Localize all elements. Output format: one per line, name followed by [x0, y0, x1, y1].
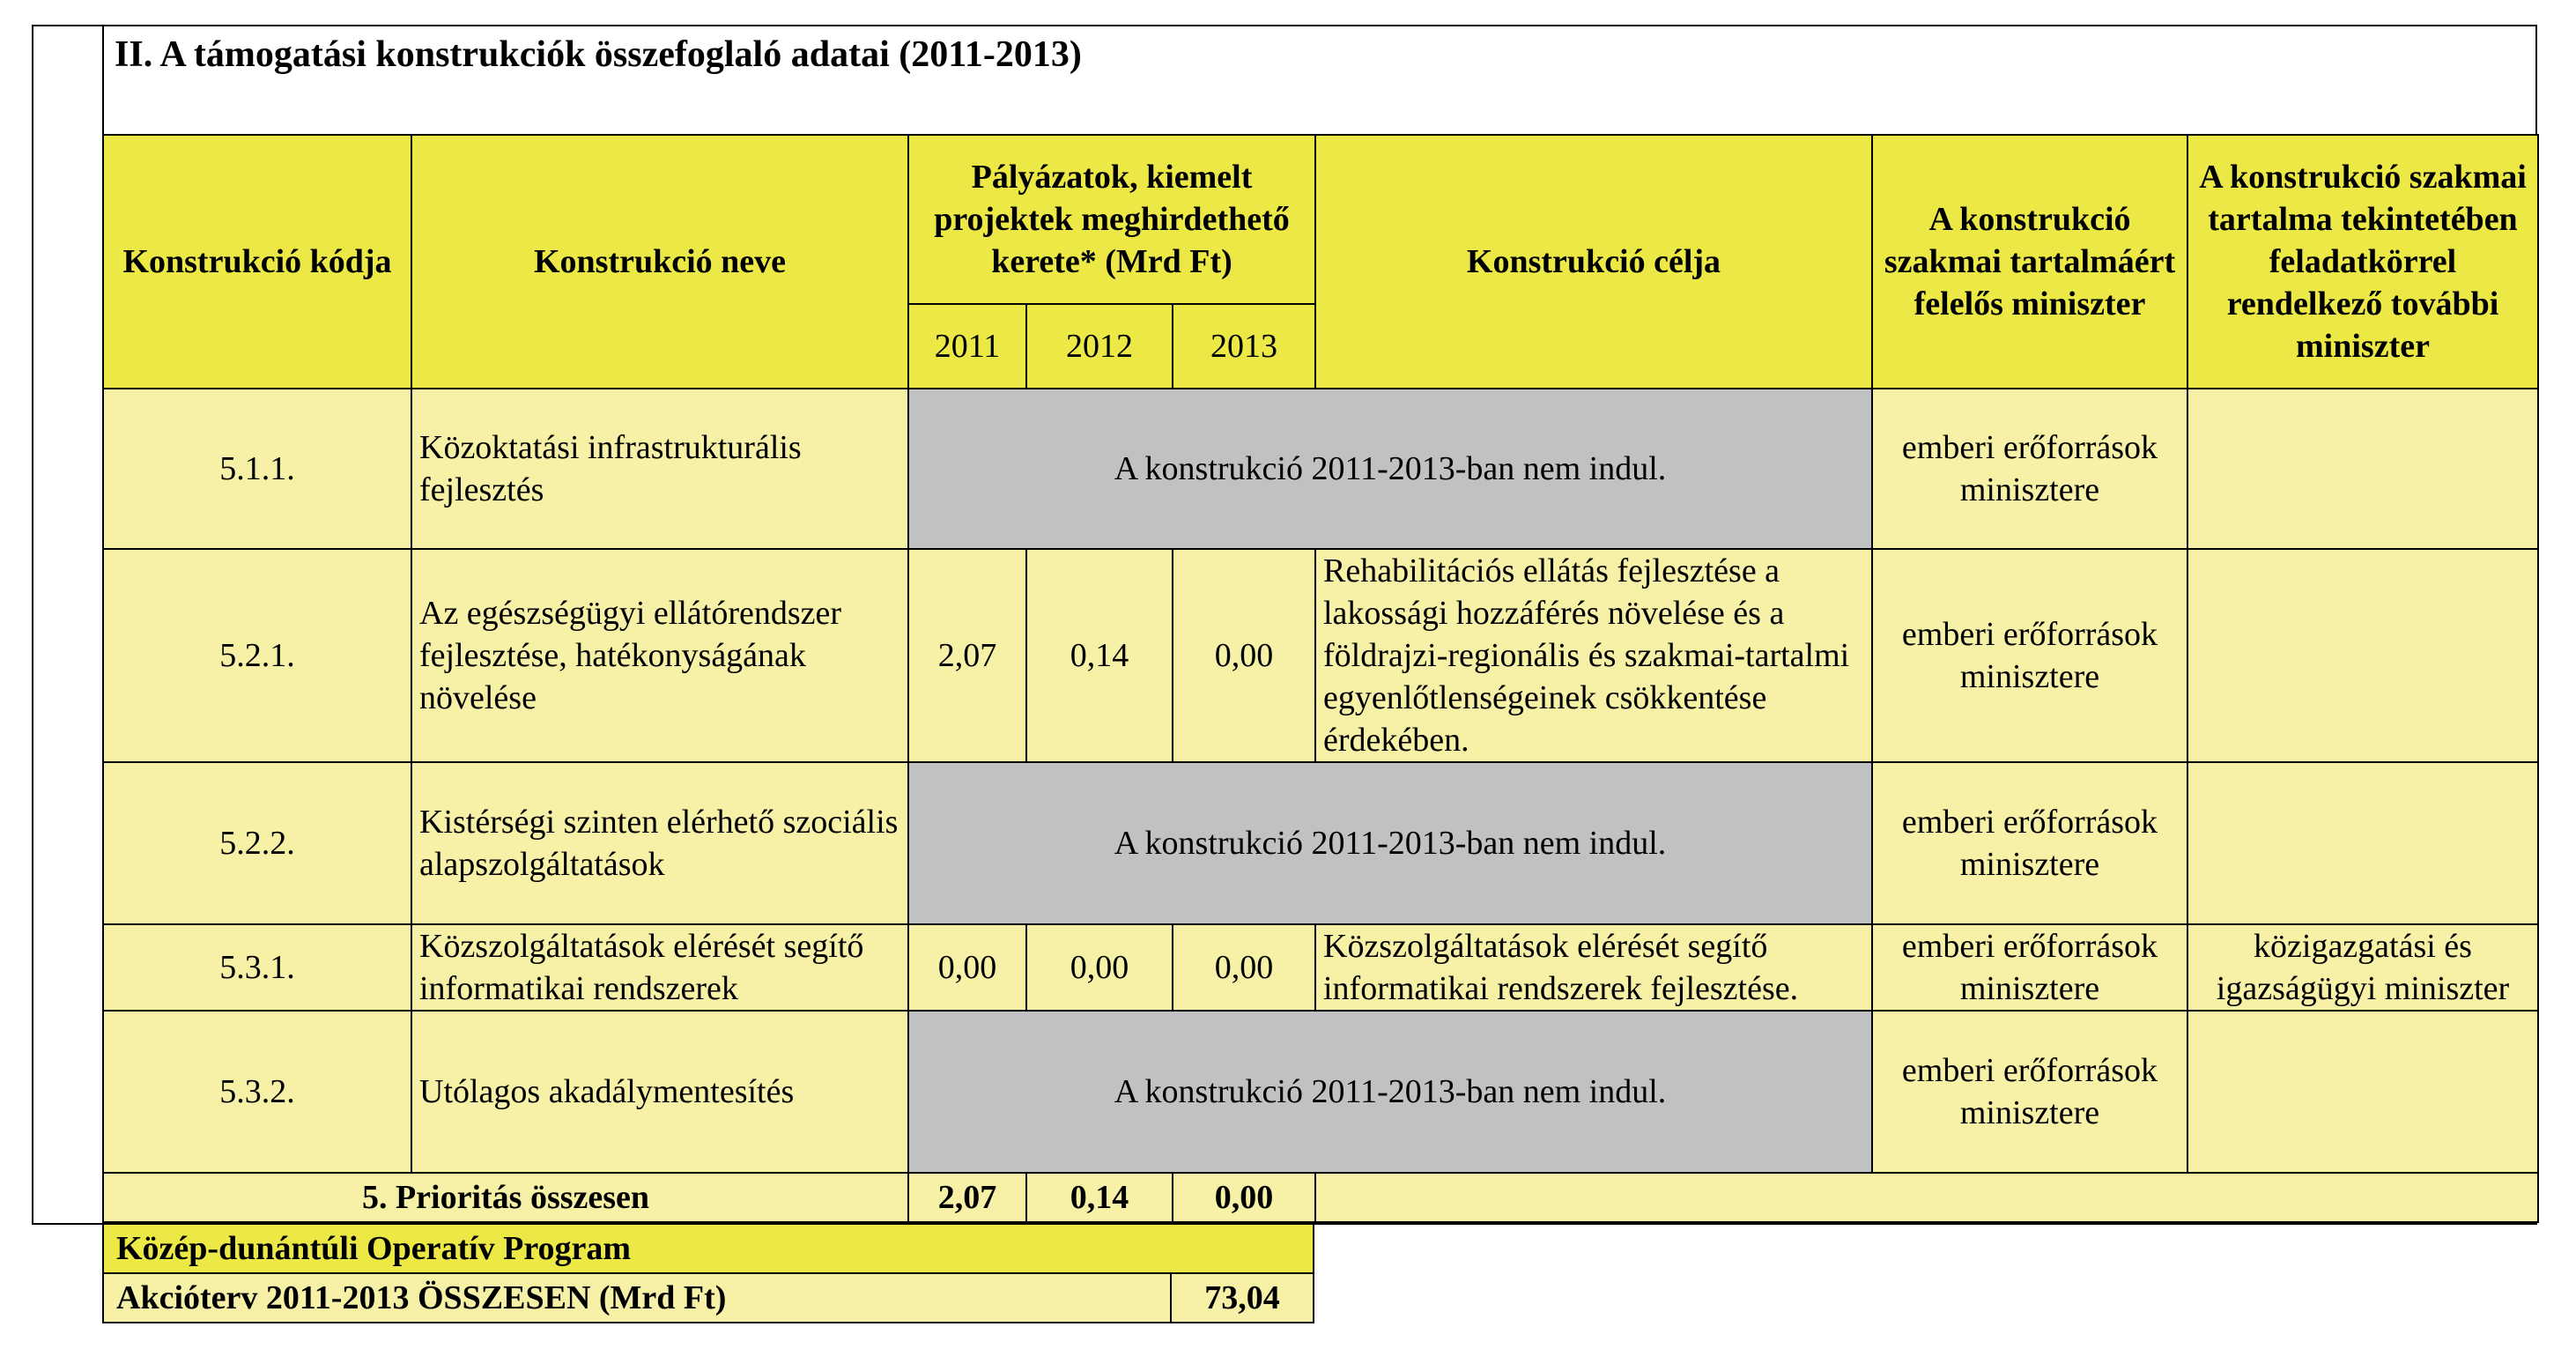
row-value-2012: 0,00 [1026, 924, 1173, 1011]
row-value-2013: 0,00 [1173, 924, 1315, 1011]
table-row [103, 762, 2538, 924]
header-year-2011: 2011 [908, 304, 1026, 389]
header-name: Konstrukció neve [411, 135, 908, 389]
row-minister: emberi erőforrások minisztere [1872, 389, 2187, 549]
row-other-minister [2187, 389, 2538, 549]
row-value-2012: 0,14 [1026, 549, 1173, 762]
row-minister: emberi erőforrások minisztere [1872, 924, 2187, 1011]
row-code: 5.3.1. [103, 924, 411, 1011]
header-year-2012: 2012 [1026, 304, 1173, 389]
total-2012: 0,14 [1026, 1173, 1173, 1222]
row-not-started: A konstrukció 2011-2013-ban nem indul. [908, 762, 1872, 924]
row-code: 5.1.1. [103, 389, 411, 549]
row-value-2013: 0,00 [1173, 549, 1315, 762]
row-name: Kistérségi szinten elérhető szociális alapszolgáltatások [411, 762, 908, 924]
row-other-minister [2187, 762, 2538, 924]
total-row [103, 1173, 2538, 1222]
row-goal: Közszolgáltatások elérését segítő informatikai rendszerek fejlesztése. [1315, 924, 1872, 1011]
row-name: Közszolgáltatások elérését segítő informatikai rendszerek [411, 924, 908, 1011]
row-code: 5.3.2. [103, 1011, 411, 1173]
program-name: Közép-dunántúli Operatív Program [103, 1224, 1314, 1273]
construction-table [102, 134, 2539, 1223]
total-label: 5. Prioritás összesen [103, 1173, 908, 1222]
row-minister: emberi erőforrások minisztere [1872, 1011, 2187, 1173]
row-code: 5.2.1. [103, 549, 411, 762]
row-value-2011: 0,00 [908, 924, 1026, 1011]
header-minister: A konstrukció szakmai tartalmáért felelős miniszter [1872, 135, 2187, 389]
header-year-2013: 2013 [1173, 304, 1315, 389]
table-row [103, 389, 2538, 549]
header-code: Konstrukció kódja [103, 135, 411, 389]
page-title: II. A támogatási konstrukciók összefoglaló adatai (2011-2013) [115, 34, 1082, 75]
row-goal: Rehabilitációs ellátás fejlesztése a lakossági hozzáférés növelése és a földrajzi-regionális és szakmai-tartalmi egyenlőtlenségeinek csökkentése érdekében. [1315, 549, 1872, 762]
header-other-minister: A konstrukció szakmai tartalma tekintetében feladatkörrel rendelkező további miniszter [2187, 135, 2538, 389]
row-name: Közoktatási infrastrukturális fejlesztés [411, 389, 908, 549]
header-goal: Konstrukció célja [1315, 135, 1872, 389]
row-name: Az egészségügyi ellátórendszer fejlesztése, hatékonyságának növelése [411, 549, 908, 762]
row-value-2011: 2,07 [908, 549, 1026, 762]
header-budget: Pályázatok, kiemelt projektek meghirdethető kerete* (Mrd Ft) [908, 135, 1315, 304]
row-not-started: A konstrukció 2011-2013-ban nem indul. [908, 1011, 1872, 1173]
row-code: 5.2.2. [103, 762, 411, 924]
row-other-minister: közigazgatási és igazságügyi miniszter [2187, 924, 2538, 1011]
row-name: Utólagos akadálymentesítés [411, 1011, 908, 1173]
row-other-minister [2187, 549, 2538, 762]
table-row [103, 924, 2538, 1011]
total-2013: 0,00 [1173, 1173, 1315, 1222]
row-other-minister [2187, 1011, 2538, 1173]
row-not-started: A konstrukció 2011-2013-ban nem indul. [908, 389, 1872, 549]
summary-table [102, 1223, 1314, 1323]
total-2011: 2,07 [908, 1173, 1026, 1222]
row-minister: emberi erőforrások minisztere [1872, 762, 2187, 924]
row-minister: emberi erőforrások minisztere [1872, 549, 2187, 762]
action-plan-label: Akcióterv 2011-2013 ÖSSZESEN (Mrd Ft) [103, 1273, 1171, 1323]
table-row [103, 549, 2538, 762]
total-empty [1315, 1173, 2538, 1222]
action-plan-value: 73,04 [1171, 1273, 1314, 1323]
table-row [103, 1011, 2538, 1173]
